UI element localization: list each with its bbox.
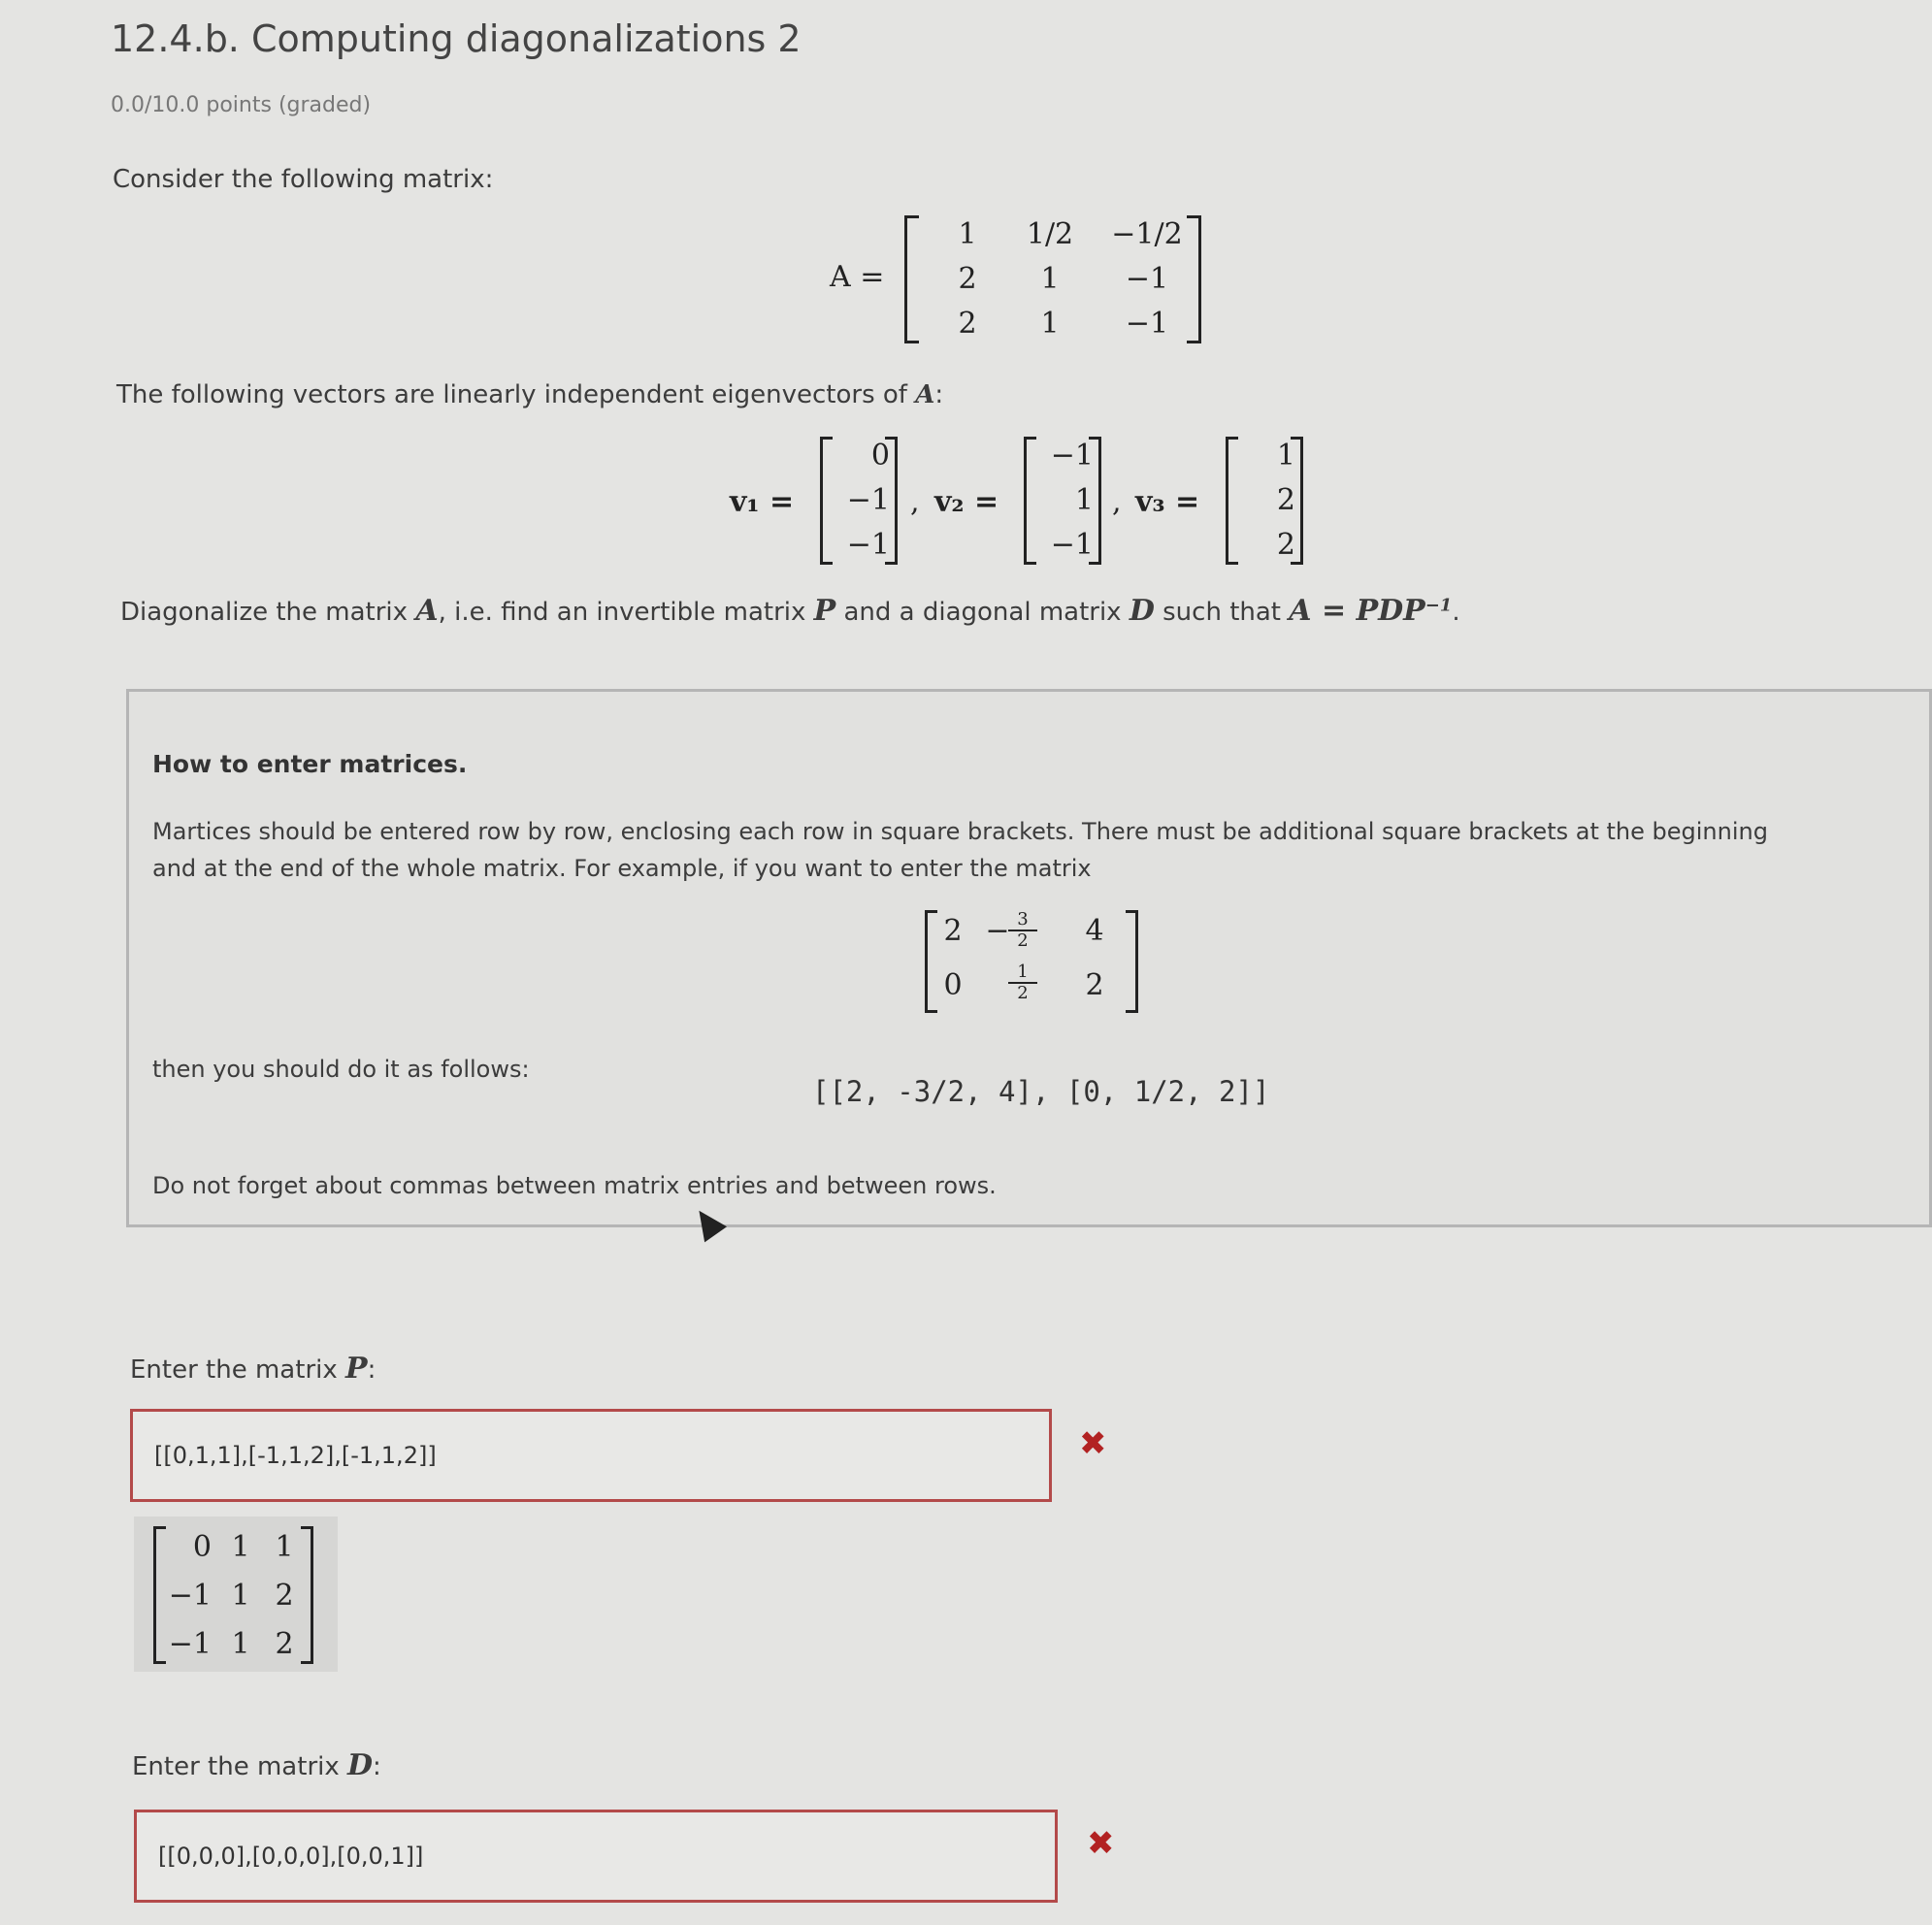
matrix-a-cell: −1/2 xyxy=(1111,217,1183,251)
comma: , xyxy=(1112,485,1122,519)
intro-text: Consider the following matrix: xyxy=(113,165,494,194)
help-paragraph: and at the end of the whole matrix. For example, if you want to enter the matrix xyxy=(152,855,1092,882)
preview-cell: 1 xyxy=(231,1579,250,1613)
example-matrix-cell: 0 xyxy=(943,968,963,1002)
v2-label: v₂ = xyxy=(934,485,999,519)
matrix-a xyxy=(904,215,1201,342)
matrix-a-cell: 1/2 xyxy=(1026,217,1074,251)
preview-cell: 0 xyxy=(192,1530,212,1564)
example-fraction: 3 2 xyxy=(1008,910,1037,951)
matrix-a-cell: 1 xyxy=(1040,262,1060,296)
matrix-d-input[interactable]: [[0,0,0],[0,0,0],[0,0,1]] xyxy=(134,1810,1058,1903)
example-matrix-cell: 2 xyxy=(1085,968,1104,1002)
vector-v1-entry: −1 xyxy=(846,528,890,562)
example-fraction: 1 2 xyxy=(1008,962,1037,1003)
preview-cell: −1 xyxy=(168,1627,212,1661)
preview-cell: 1 xyxy=(231,1530,250,1564)
vector-v3-entry: 2 xyxy=(1276,528,1295,562)
vector-v3 xyxy=(1226,437,1303,563)
enter-p-label: Enter the matrix P: xyxy=(130,1352,377,1386)
incorrect-icon: ✖ xyxy=(1087,1824,1115,1863)
example-matrix xyxy=(925,910,1138,1012)
vector-v1-entry: −1 xyxy=(846,483,890,517)
comma: , xyxy=(910,485,920,519)
preview-cell: −1 xyxy=(168,1579,212,1613)
vector-v1 xyxy=(820,437,898,563)
preview-cell: 1 xyxy=(275,1530,294,1564)
help-paragraph: Martices should be entered row by row, enclosing each row in square brackets. There must be additional square brackets at the beginning xyxy=(152,818,1768,845)
vector-v2 xyxy=(1024,437,1101,563)
matrix-p-input[interactable]: [[0,1,1],[-1,1,2],[-1,1,2]] xyxy=(130,1409,1052,1502)
example-matrix-cell: 4 xyxy=(1085,914,1104,948)
preview-cell: 2 xyxy=(275,1579,294,1613)
points-status: 0.0/10.0 points (graded) xyxy=(111,93,372,117)
matrix-a-cell: 2 xyxy=(958,262,977,296)
matrix-a-cell: 2 xyxy=(958,307,977,341)
vector-v3-entry: 1 xyxy=(1276,439,1295,473)
matrix-a-label: A = xyxy=(830,260,885,294)
vector-v2-entry: −1 xyxy=(1050,528,1094,562)
preview-cell: 1 xyxy=(231,1627,250,1661)
matrix-a-cell: −1 xyxy=(1125,307,1169,341)
example-code: [[2, -3/2, 4], [0, 1/2, 2]] xyxy=(812,1075,1270,1108)
task-statement: Diagonalize the matrix A, i.e. find an invertible matrix P and a diagonal matrix D such that $A = PDP^{-1}$. xyxy=(120,594,1460,628)
matrix-p-preview xyxy=(134,1517,338,1672)
matrix-a-cell: 1 xyxy=(958,217,977,251)
v3-label: v₃ = xyxy=(1135,485,1200,519)
vector-v2-entry: 1 xyxy=(1074,483,1094,517)
eigen-intro: The following vectors are linearly independent eigenvectors of A: xyxy=(116,380,944,409)
incorrect-icon: ✖ xyxy=(1079,1424,1107,1463)
preview-cell: 2 xyxy=(275,1627,294,1661)
vector-v1-entry: 0 xyxy=(870,439,890,473)
example-matrix-cell: − xyxy=(985,914,1010,948)
matrix-entry-help xyxy=(126,689,1932,1227)
help-then-text: then you should do it as follows: xyxy=(152,1056,530,1083)
matrix-a-cell: −1 xyxy=(1125,262,1169,296)
matrix-a-cell: 1 xyxy=(1040,307,1060,341)
help-reminder: Do not forget about commas between matrix entries and between rows. xyxy=(152,1172,997,1199)
vector-v3-entry: 2 xyxy=(1276,483,1295,517)
problem-title: 12.4.b. Computing diagonalizations 2 xyxy=(111,17,802,60)
example-matrix-cell: 2 xyxy=(943,914,963,948)
enter-d-label: Enter the matrix D: xyxy=(132,1748,381,1782)
v1-label: v₁ = xyxy=(730,485,795,519)
vector-v2-entry: −1 xyxy=(1050,439,1094,473)
help-title: How to enter matrices. xyxy=(152,750,468,778)
